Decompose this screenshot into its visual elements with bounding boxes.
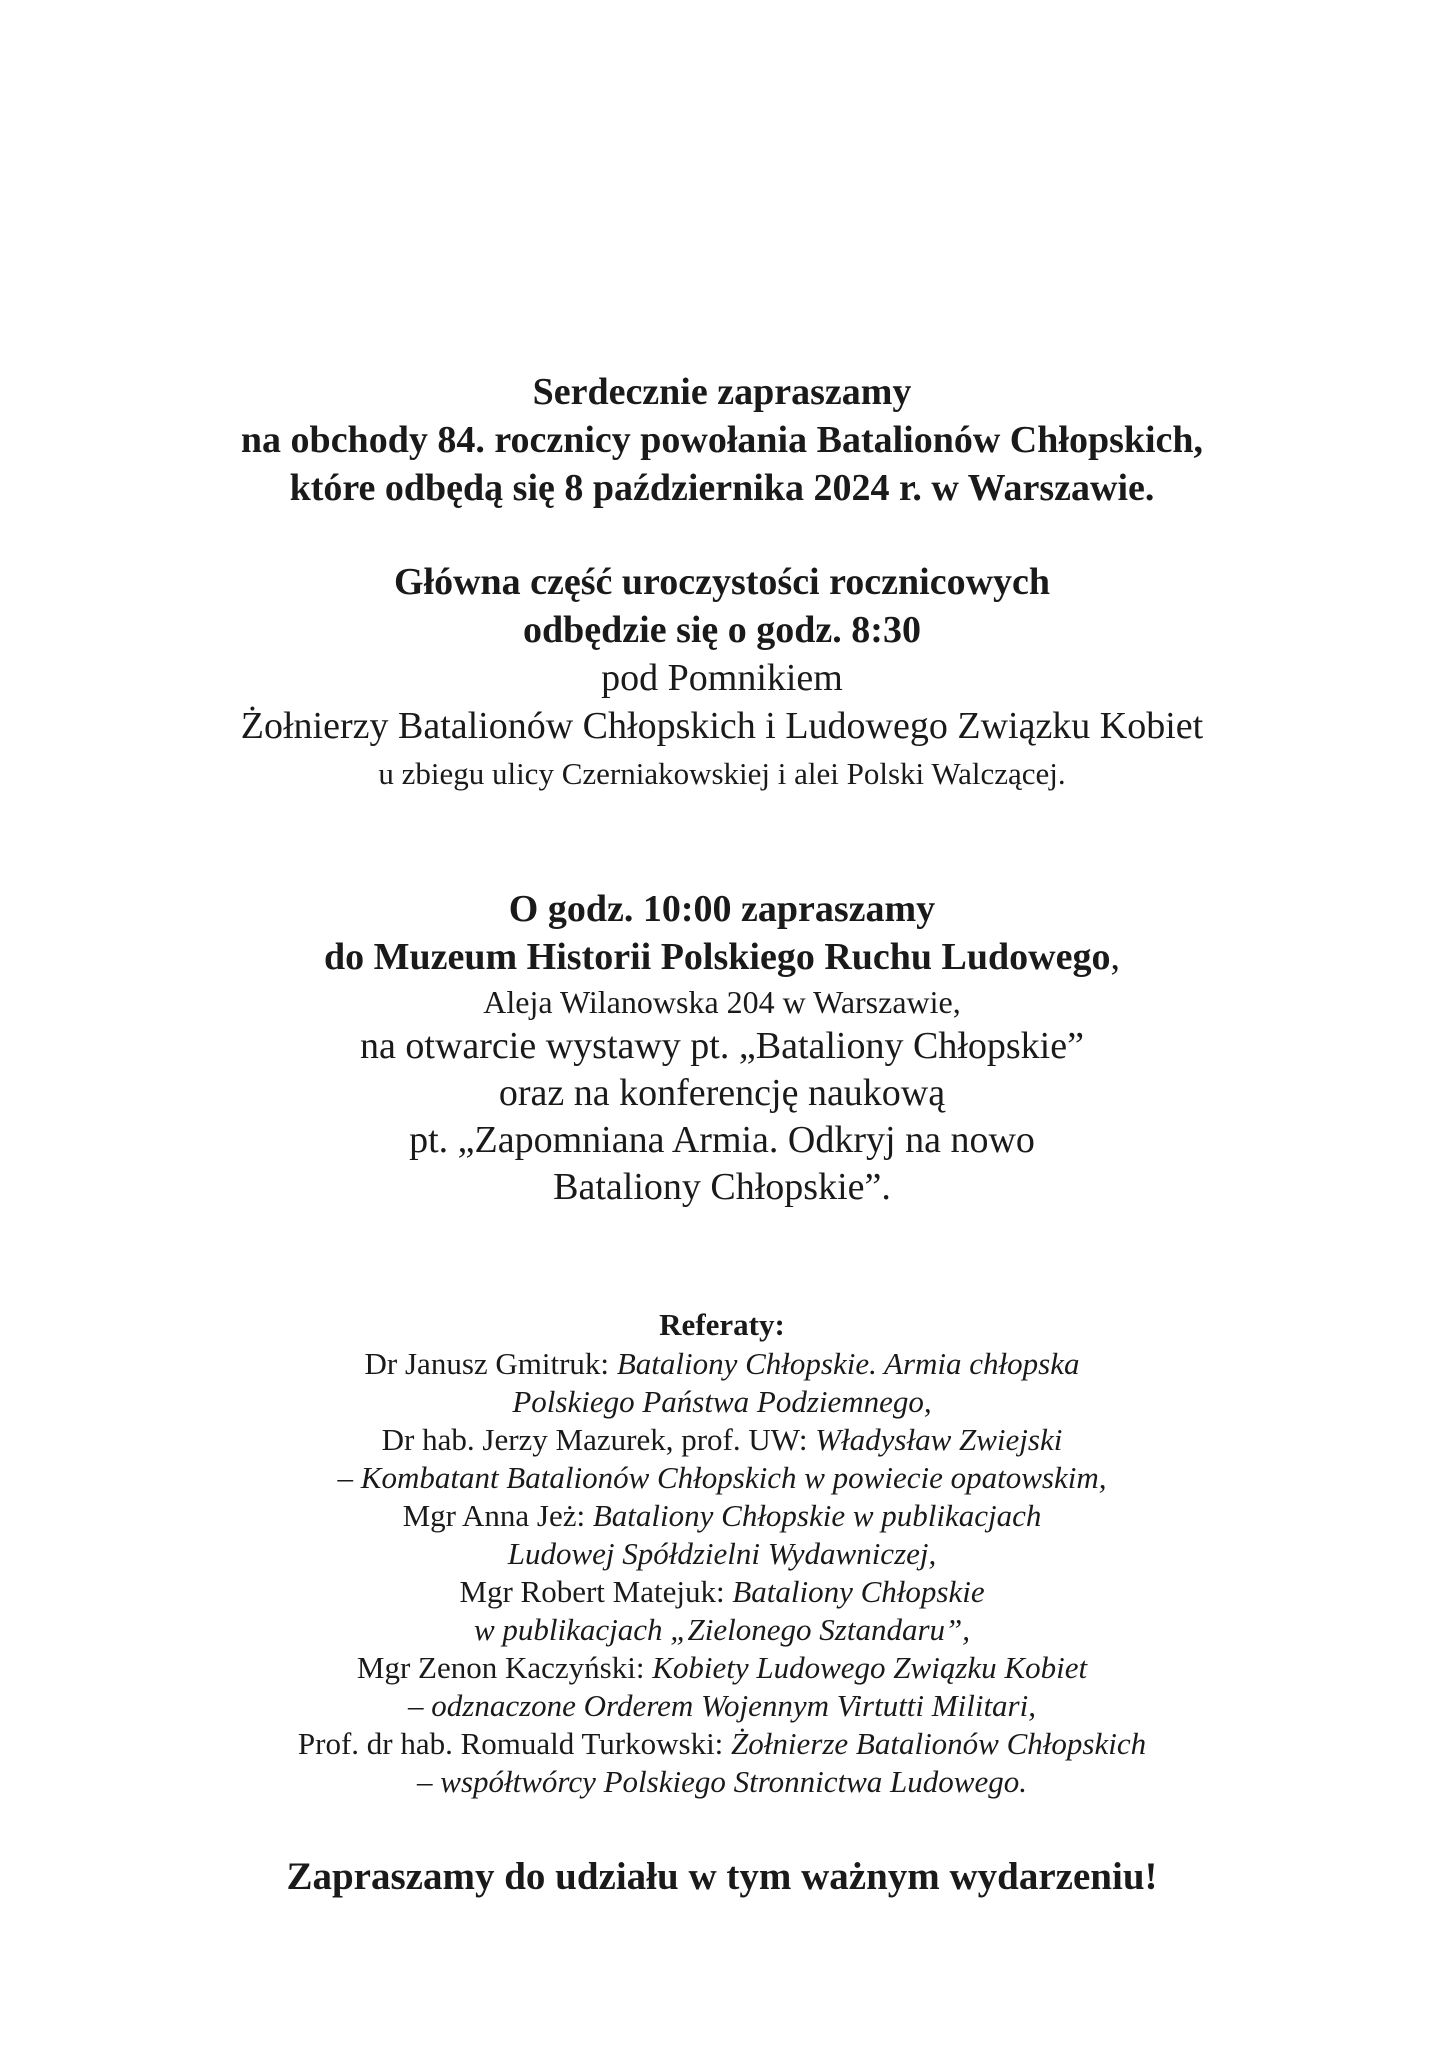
paper-title: w publikacjach „Zielonego Sztandaru”, <box>474 1612 970 1647</box>
paper-author: Mgr Zenon Kaczyński: <box>356 1650 653 1685</box>
paper-title: Władysław Zwiejski <box>815 1422 1063 1457</box>
closing-section <box>0 1852 1444 1902</box>
paper-author: Mgr Anna Jeż: <box>402 1498 593 1533</box>
invitation-intro <box>0 368 1444 512</box>
main-ceremony-section <box>0 558 1444 798</box>
museum-section <box>0 885 1444 1211</box>
intro-line-2: na obchody 84. rocznicy powołania Batalionów Chłopskich, <box>240 419 1204 461</box>
museum-line-6: pt. „Zapomniana Armia. Odkryj na nowo <box>409 1119 1035 1161</box>
paper-title: Bataliony Chłopskie. Armia chłopska <box>616 1346 1080 1381</box>
paper-line <box>0 1763 1444 1801</box>
paper-title: – Kombatant Batalionów Chłopskich w powiecie opatowskim, <box>337 1460 1107 1495</box>
paper-line <box>0 1649 1444 1687</box>
papers-section <box>0 1305 1444 1801</box>
ceremony-line-4: Żołnierzy Batalionów Chłopskich i Ludowego Związku Kobiet <box>240 705 1204 747</box>
paper-line <box>0 1725 1444 1763</box>
paper-line <box>0 1345 1444 1383</box>
paper-title: – odznaczone Orderem Wojennym Virtutti Militari, <box>408 1688 1036 1723</box>
museum-name-comma: , <box>1110 936 1120 978</box>
ceremony-line-3: pod Pomnikiem <box>601 657 843 699</box>
paper-author: Dr hab. Jerzy Mazurek, prof. UW: <box>381 1422 816 1457</box>
ceremony-line-1: Główna część uroczystości rocznicowych <box>393 561 1051 603</box>
museum-name: do Muzeum Historii Polskiego Ruchu Ludowego <box>324 936 1111 978</box>
paper-title: Kobiety Ludowego Związku Kobiet <box>652 1650 1088 1685</box>
paper-title: Ludowej Spółdzielni Wydawniczej, <box>507 1536 937 1571</box>
papers-heading: Referaty: <box>659 1307 785 1342</box>
paper-title: – współtwórcy Polskiego Stronnictwa Ludowego. <box>417 1764 1027 1799</box>
paper-author: Dr Janusz Gmitruk: <box>364 1346 617 1381</box>
intro-line-1: Serdecznie zapraszamy <box>532 371 912 413</box>
paper-line <box>0 1611 1444 1649</box>
paper-line <box>0 1497 1444 1535</box>
paper-title: Żołnierze Batalionów Chłopskich <box>731 1726 1147 1761</box>
museum-line-2 <box>0 933 1444 981</box>
paper-title: Polskiego Państwa Podziemnego, <box>512 1384 932 1419</box>
paper-author: Prof. dr hab. Romuald Turkowski: <box>297 1726 732 1761</box>
paper-line <box>0 1383 1444 1421</box>
paper-line <box>0 1573 1444 1611</box>
paper-line <box>0 1687 1444 1725</box>
intro-line-3: które odbędą się 8 października 2024 r. w Warszawie. <box>289 467 1155 509</box>
museum-line-4: na otwarcie wystawy pt. „Bataliony Chłopskie” <box>360 1025 1084 1067</box>
museum-line-7: Bataliony Chłopskie”. <box>553 1166 891 1208</box>
paper-line <box>0 1421 1444 1459</box>
closing-line: Zapraszamy do udziału w tym ważnym wydarzeniu! <box>286 1855 1158 1898</box>
paper-title: Bataliony Chłopskie <box>732 1574 985 1609</box>
ceremony-line-5: u zbiegu ulicy Czerniakowskiej i alei Polski Walczącej. <box>378 756 1066 791</box>
paper-line <box>0 1459 1444 1497</box>
ceremony-line-2: odbędzie się o godz. 8:30 <box>523 609 921 651</box>
museum-line-5: oraz na konferencję naukową <box>498 1072 946 1114</box>
paper-line <box>0 1535 1444 1573</box>
museum-line-1: O godz. 10:00 zapraszamy <box>508 888 936 930</box>
paper-title: Bataliony Chłopskie w publikacjach <box>592 1498 1042 1533</box>
paper-author: Mgr Robert Matejuk: <box>459 1574 733 1609</box>
museum-line-3: Aleja Wilanowska 204 w Warszawie, <box>483 984 961 1020</box>
